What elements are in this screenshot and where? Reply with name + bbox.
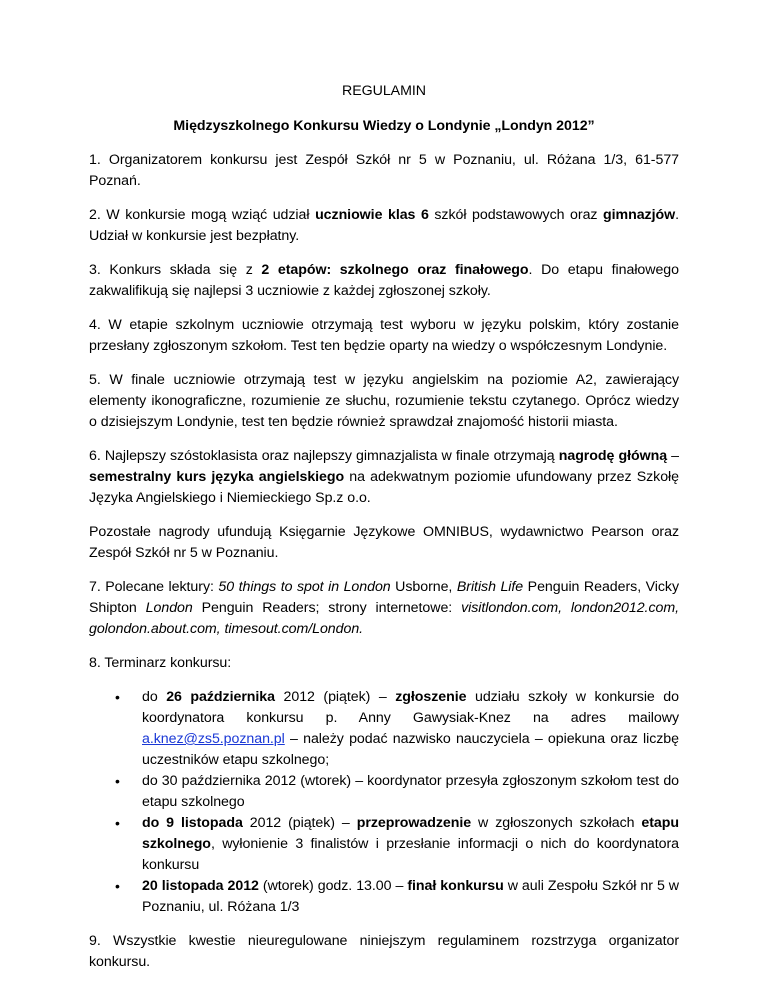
paragraph-3: 3. Konkurs składa się z 2 etapów: szkolnego oraz finałowego. Do etapu finałowego zakwalifikują się najlepsi 3 uczniowie z każdej zgłoszonej szkoły. xyxy=(89,262,679,299)
document-subtitle: Międzyszkolnego Konkursu Wiedzy o Londynie „Londyn 2012” xyxy=(173,118,595,134)
paragraph-7: 7. Polecane lektury: 50 things to spot in London Usborne, British Life Penguin Readers, Vicky Shipton London Penguin Readers; strony internetowe: visitlondon.com, london2012.com, golondon.about.com, timesout.com/London. xyxy=(89,579,679,637)
document-title: REGULAMIN xyxy=(342,83,426,99)
bullet-icon: • xyxy=(115,773,120,789)
schedule-item-3: • do 9 listopada 2012 (piątek) – przeprowadzenie w zgłoszonych szkołach etapu szkolnego, wyłonienie 3 finalistów i przesłanie informacji o nich do koordynatora konkursu xyxy=(115,815,680,873)
document-body xyxy=(89,75,679,973)
paragraph-1: 1. Organizatorem konkursu jest Zespół Szkół nr 5 w Poznaniu, ul. Różana 1/3, 61-577 Poznań. xyxy=(89,152,679,189)
schedule-list xyxy=(89,687,679,918)
bullet-icon: • xyxy=(115,815,120,831)
paragraph-2: 2. W konkursie mogą wziąć udział uczniowie klas 6 szkół podstawowych oraz gimnazjów. Udział w konkursie jest bezpłatny. xyxy=(89,207,680,244)
bullet-icon: • xyxy=(115,689,120,705)
schedule-item-4: • 20 listopada 2012 (wtorek) godz. 13.00 – finał konkursu w auli Zespołu Szkół nr 5 w Poznaniu, ul. Różana 1/3 xyxy=(115,878,679,915)
email-link[interactable]: a.knez@zs5.poznan.pl xyxy=(142,731,285,747)
paragraph-5: 5. W finale uczniowie otrzymają test w języku angielskim na poziomie A2, zawierający elementy ikonograficzne, rozumienie ze słuchu, rozumienie tekstu czytanego. Oprócz wiedzy o dzisiejszym Londynie, test ten będzie również sprawdzał znajomość historii miasta. xyxy=(89,372,679,430)
bullet-icon: • xyxy=(115,878,120,894)
schedule-item-2: • do 30 października 2012 (wtorek) – koordynator przesyła zgłoszonym szkołom test do etapu szkolnego xyxy=(115,773,679,810)
schedule-item-1: • do 26 października 2012 (piątek) – zgłoszenie udziału szkoły w konkursie do koordynatora konkursu p. Anny Gawysiak-Knez na adres mailowy a.knez@zs5.poznan.pl – należy podać nazwisko nauczyciela – opiekuna oraz liczbę uczestników etapu szkolnego; xyxy=(115,689,679,768)
paragraph-9: 9. Wszystkie kwestie nieuregulowane niniejszym regulaminem rozstrzyga organizator konkursu. xyxy=(89,933,679,970)
paragraph-8: 8. Terminarz konkursu: xyxy=(89,655,232,671)
paragraph-6: 6. Najlepszy szóstoklasista oraz najlepszy gimnazjalista w finale otrzymają nagrodę główną – semestralny kurs języka angielskiego na adekwatnym poziomie ufundowany przez Szkołę Języka Angielskiego i Niemieckiego Sp.z o.o. xyxy=(89,448,680,506)
paragraph-6-sponsors: Pozostałe nagrody ufundują Księgarnie Językowe OMNIBUS, wydawnictwo Pearson oraz Zespół Szkół nr 5 w Poznaniu. xyxy=(89,524,679,561)
paragraph-4: 4. W etapie szkolnym uczniowie otrzymają test wyboru w języku polskim, który zostanie przesłany zgłoszonym szkołom. Test ten będzie oparty na wiedzy o współczesnym Londynie. xyxy=(89,317,679,354)
